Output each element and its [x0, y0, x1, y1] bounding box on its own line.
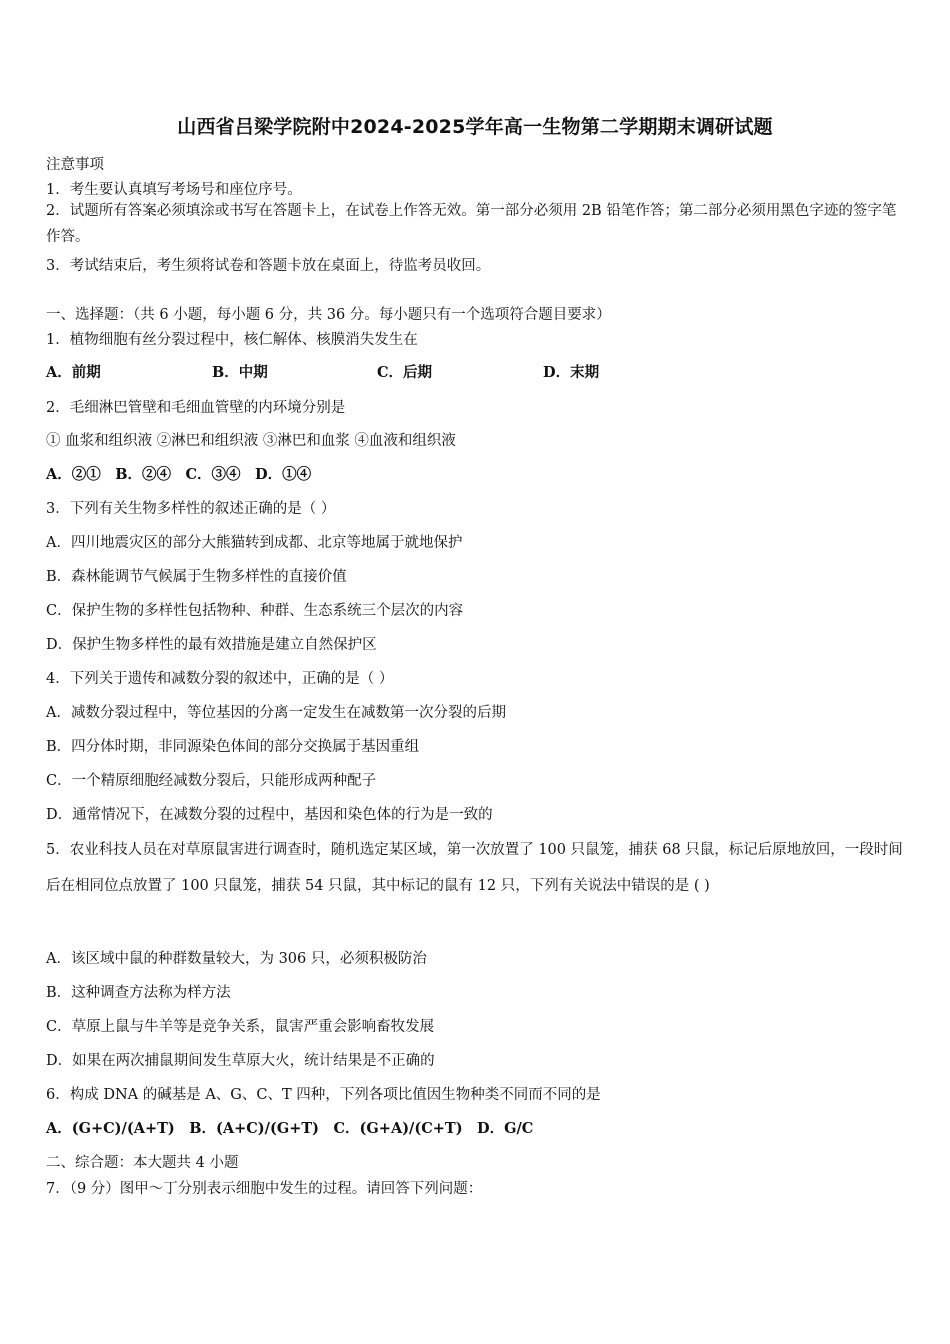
q1-option-b: B．中期	[212, 364, 268, 381]
q5-option-c: C．草原上鼠与牛羊等是竞争关系，鼠害严重会影响畜牧发展	[46, 1019, 435, 1035]
section-2-heading: 二、综合题：本大题共 4 小题	[46, 1155, 239, 1171]
q4-option-d: D．通常情况下，在减数分裂的过程中，基因和染色体的行为是一致的	[46, 807, 493, 823]
q3-option-d: D．保护生物多样性的最有效措施是建立自然保护区	[46, 637, 377, 653]
q2-items: ① 血浆和组织液 ②淋巴和组织液 ③淋巴和血浆 ④血液和组织液	[46, 433, 456, 449]
q6-options: A．(G+C)/(A+T) B．(A+C)/(G+T) C．(G+A)/(C+T) D．G/C	[46, 1120, 534, 1137]
q5-option-b: B．这种调查方法称为样方法	[46, 985, 231, 1001]
question-5-stem: 5．农业科技人员在对草原鼠害进行调查时，随机选定某区域，第一次放置了 100 只鼠笼，捕获 68 只鼠，标记后原地放回，一段时间后在相同位点放置了 100 只鼠笼，捕获 54 只鼠，其中标记的鼠有 12 只，下列有关说法中错误的是 ( )	[46, 842, 903, 894]
q3-option-b: B．森林能调节气候属于生物多样性的直接价值	[46, 569, 347, 585]
section-1-heading: 一、选择题：（共 6 小题，每小题 6 分，共 36 分。每小题只有一个选项符合题目要求）	[46, 307, 611, 323]
q3-option-a: A．四川地震灾区的部分大熊猫转到成都、北京等地属于就地保护	[46, 535, 463, 551]
q4-option-a: A．减数分裂过程中，等位基因的分离一定发生在减数第一次分裂的后期	[46, 705, 506, 721]
question-3-stem: 3．下列有关生物多样性的叙述正确的是（ ）	[46, 501, 336, 517]
notice-item-1: 1．考生要认真填写考场号和座位序号。	[46, 182, 302, 198]
q1-option-a: A．前期	[46, 364, 101, 381]
q4-option-b: B．四分体时期，非同源染色体间的部分交换属于基因重组	[46, 739, 420, 755]
notice-item-2: 2．试题所有答案必须填涂或书写在答题卡上，在试卷上作答无效。第一部分必须用 2B 铅笔作答；第二部分必须用黑色字迹的签字笔作答。	[46, 203, 897, 245]
question-2-stem: 2．毛细淋巴管壁和毛细血管壁的内环境分别是	[46, 400, 346, 416]
q3-option-c: C．保护生物的多样性包括物种、种群、生态系统三个层次的内容	[46, 603, 464, 619]
q5-option-d: D．如果在两次捕鼠期间发生草原大火，统计结果是不正确的	[46, 1053, 435, 1069]
question-1-stem: 1．植物细胞有丝分裂过程中，核仁解体、核膜消失发生在	[46, 332, 418, 348]
question-7-stem: 7．（9 分）图甲～丁分别表示细胞中发生的过程。请回答下列问题：	[46, 1181, 483, 1197]
notice-item-3: 3．考试结束后，考生须将试卷和答题卡放在桌面上，待监考员收回。	[46, 258, 491, 274]
q4-option-c: C．一个精原细胞经减数分裂后，只能形成两种配子	[46, 773, 377, 789]
question-4-stem: 4．下列关于遗传和减数分裂的叙述中，正确的是（ ）	[46, 671, 394, 687]
question-6-stem: 6．构成 DNA 的碱基是 A、G、C、T 四种，下列各项比值因生物种类不同而不同的是	[46, 1087, 601, 1103]
q2-options: A．②① B．②④ C．③④ D．①④	[46, 466, 312, 483]
q1-option-c: C．后期	[377, 364, 433, 381]
q1-option-d: D．末期	[543, 364, 600, 381]
q5-option-a: A．该区域中鼠的种群数量较大，为 306 只，必须积极防治	[46, 951, 427, 967]
exam-title: 山西省吕梁学院附中2024-2025学年高一生物第二学期期末调研试题	[177, 116, 773, 138]
notice-heading: 注意事项	[46, 157, 104, 173]
